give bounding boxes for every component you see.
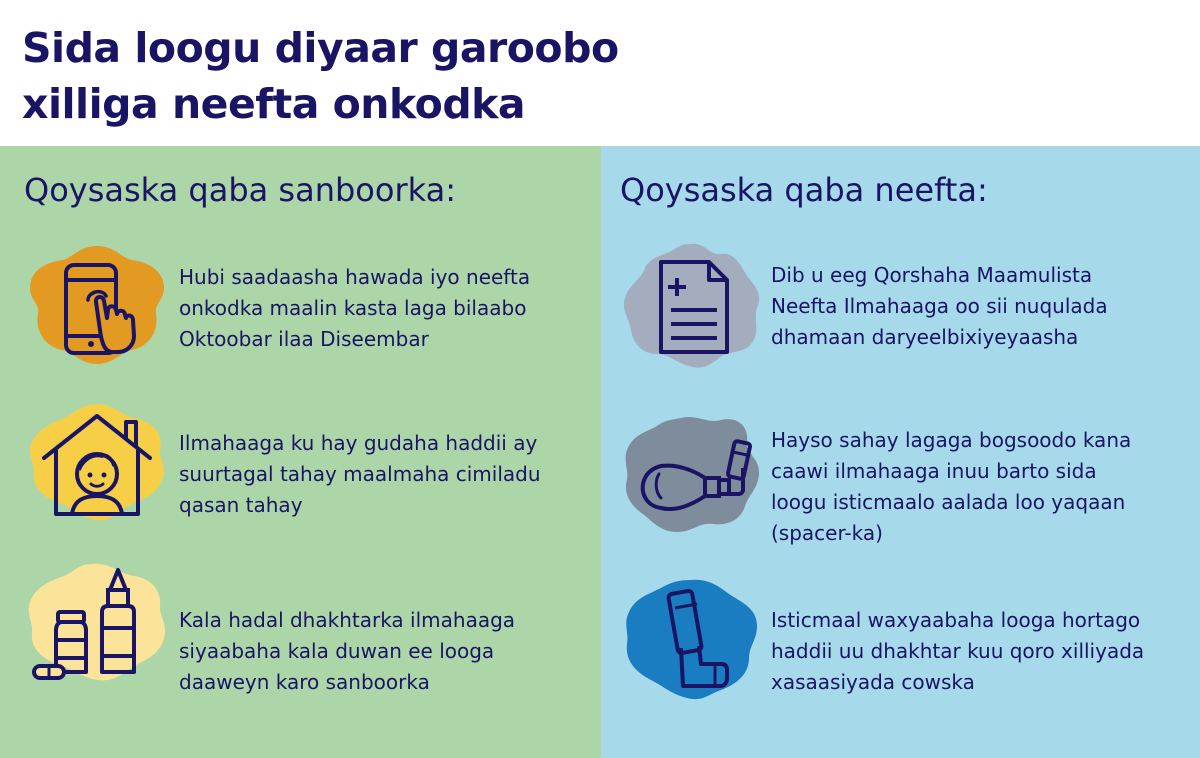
text-line: qasan tahay xyxy=(179,493,303,517)
spacer-inhaler-icon xyxy=(617,408,767,538)
text-line: siyaabaha kala duwan ee looga xyxy=(179,639,495,663)
left-item-1-text xyxy=(179,262,599,355)
inhaler-icon xyxy=(617,574,767,704)
right-panel-heading: Qoysaska qaba neefta: xyxy=(620,171,988,209)
text-line: haddii uu dhakhtar kuu qoro xilliyada xyxy=(771,639,1145,663)
phone-touch-icon xyxy=(22,240,172,370)
text-line: xasaasiyada cowska xyxy=(771,670,975,694)
text-line: Isticmaal waxyaabaha looga hortago xyxy=(771,608,1141,632)
text-line: Dib u eeg Qorshaha Maamulista xyxy=(771,263,1093,287)
text-line: Oktoobar ilaa Diseembar xyxy=(179,327,429,351)
left-item-3-text xyxy=(179,605,599,698)
left-item-2-text xyxy=(179,428,599,521)
document-plus-icon xyxy=(617,240,767,370)
text-line: onkodka maalin kasta laga bilaabo xyxy=(179,296,527,320)
text-line: (spacer-ka) xyxy=(771,521,883,545)
text-line: dhamaan daryeelbixiyeyaasha xyxy=(771,325,1079,349)
text-line: Hubi saadaasha hawada iyo neefta xyxy=(179,265,531,289)
text-line: suurtagal tahay maalmaha cimiladu xyxy=(179,462,541,486)
page-title xyxy=(22,20,619,132)
title-line-2: xilliga neefta onkodka xyxy=(22,80,526,128)
right-item-1-text xyxy=(771,260,1196,353)
left-panel-heading: Qoysaska qaba sanboorka: xyxy=(24,171,456,209)
text-line: Hayso sahay lagaga bogsoodo kana xyxy=(771,428,1132,452)
text-line: daaweyn karo sanboorka xyxy=(179,670,430,694)
medicine-bottles-icon xyxy=(22,556,172,686)
title-line-1: Sida loogu diyaar garoobo xyxy=(22,24,619,72)
house-child-icon xyxy=(22,396,172,526)
right-item-3-text xyxy=(771,605,1196,698)
text-line: Ilmahaaga ku hay gudaha haddii ay xyxy=(179,431,538,455)
text-line: Kala hadal dhakhtarka ilmahaaga xyxy=(179,608,516,632)
text-line: loogu isticmaalo aalada loo yaqaan xyxy=(771,490,1126,514)
right-item-2-text xyxy=(771,425,1196,549)
text-line: caawi ilmahaaga inuu barto sida xyxy=(771,459,1097,483)
text-line: Neefta Ilmahaaga oo sii nuqulada xyxy=(771,294,1108,318)
header xyxy=(0,0,1200,146)
